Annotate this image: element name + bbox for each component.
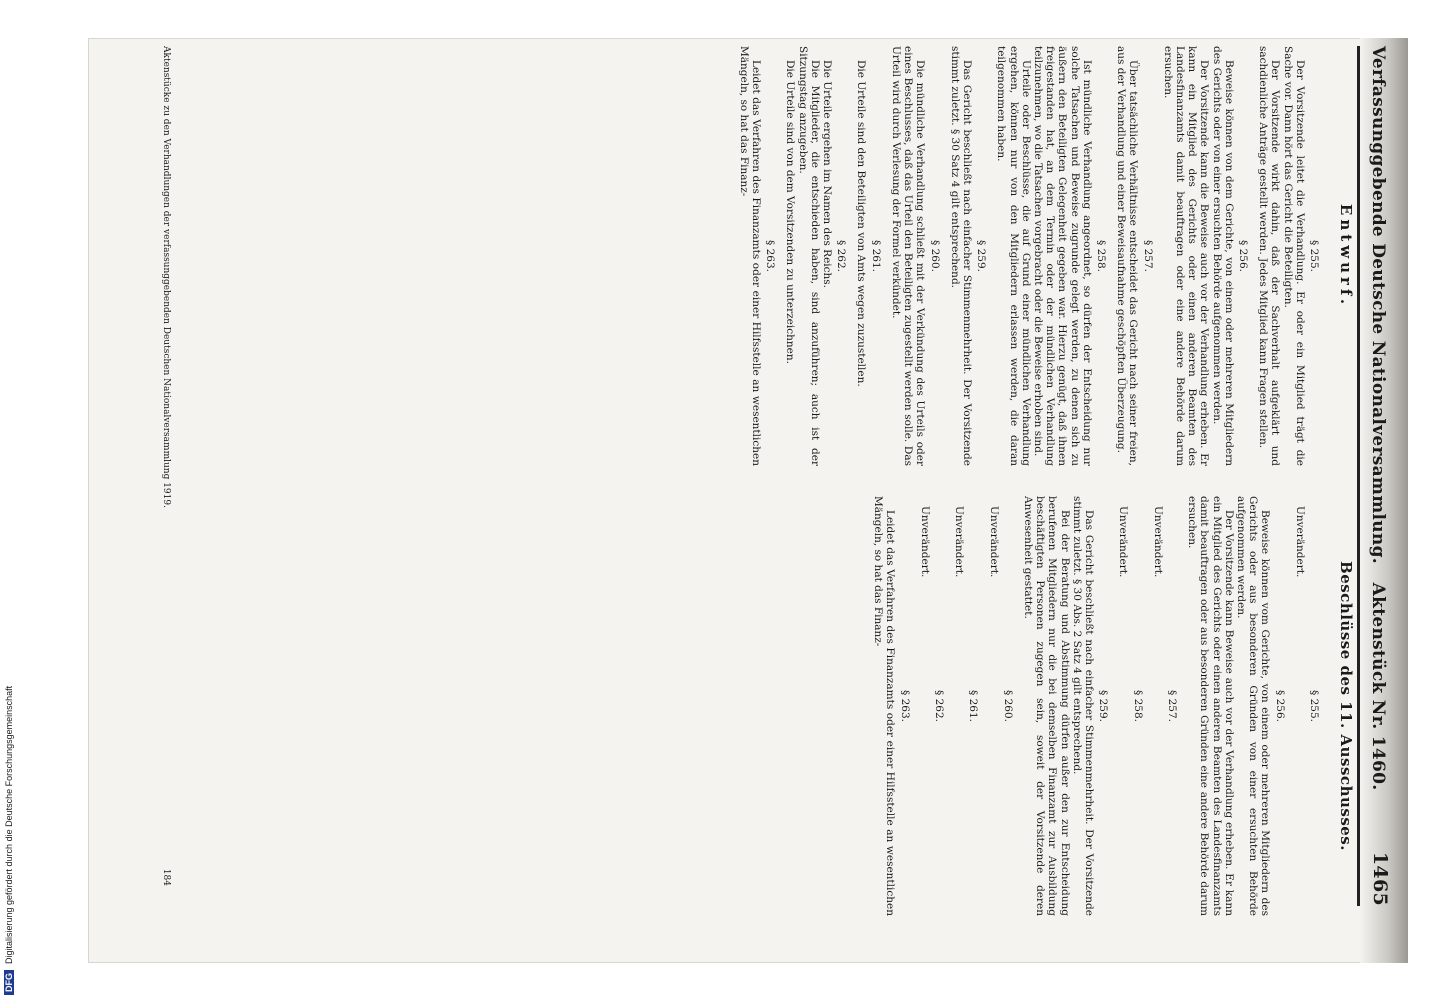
section-number: § 263. — [898, 690, 911, 722]
page-footer — [160, 46, 172, 906]
rotated-page-content — [88, 38, 1408, 958]
page-number: 1465 — [1369, 851, 1391, 906]
committee-section — [919, 496, 945, 916]
section-paragraph: Ist mündliche Verhandlung angeordnet, so dürfen der Entscheidung nur solche Tatsachen und Beweise zugrunde gelegt werden, zu denen sich zu äußern den Beteiligten Gelegenheit gegeben war. Hierzu genügt, daß ihnen freigestanden hat, an dem Termin oder der mündlichen Verhandlung teilzunehmen, wo die Tatsachen vorgebracht oder die Beweise erhoben sind. — [1031, 46, 1093, 466]
section-paragraph: Leidet das Verfahren des Finanzamts oder einer Hilfsstelle an wesentlichen Mängeln, so hat das Finanz- — [872, 496, 897, 916]
section-number: § 255. — [1308, 240, 1320, 272]
section-paragraph: Der Vorsitzende kann Beweise auch vor der Verhandlung erheben. Er kann ein Mitglied des Gerichts oder einen anderen Beamten des Landesfinanzamts damit beauftragen oder aus besonderen Gründen eine andere Behörde darum ersuchen. — [1186, 496, 1235, 916]
committee-section — [987, 496, 1013, 916]
draft-section — [890, 46, 941, 466]
digitization-text: Digitalisierung gefördert durch die Deutsche Forschungsgemeinschaft — [4, 685, 14, 964]
section-paragraph: Der Vorsitzende wirkt dahin, daß der Sachverhalt aufgeklärt und sachdienliche Anträge gestellt werden. Jedes Mitglied kann Fragen stellen. — [1257, 46, 1282, 466]
section-number: § 258. — [1131, 690, 1144, 722]
committee-section — [1186, 496, 1286, 916]
section-paragraph: Das Gericht beschließt nach einfacher Stimmenmehrheit. Der Vorsitzende stimmt zuletzt. § 30 Satz 4 gilt entsprechend. — [948, 46, 973, 466]
draft-column — [730, 46, 1355, 466]
section-paragraph: Das Gericht beschließt nach einfacher Stimmenmehrheit. Der Vorsitzende stimmt zuletzt. § 30 Abs. 2 Satz 4 gilt entsprechend. — [1070, 496, 1095, 916]
section-number: § 261. — [869, 240, 882, 272]
committee-section — [872, 496, 911, 916]
footer-text: Aktenstücke zu den Verhandlungen der verfassunggebenden Deutschen Nationalversammlung 1919. — [161, 46, 171, 508]
section-paragraph: Die Mitglieder, die entschieden haben, sind anzuführen; auch ist der Sitzungstag anzugeben. — [796, 46, 821, 466]
section-number: § 257. — [1141, 240, 1154, 272]
section-paragraph: Der Vorsitzende leitet die Verhandlung. Er oder ein Mitglied trägt die Sache vor. Dann hört das Gericht die Beteiligten. — [1281, 46, 1306, 466]
draft-heading: Entwurf. — [1337, 203, 1355, 309]
document-number: Aktenstück Nr. 1460. — [1368, 582, 1388, 791]
dfg-logo: DFG — [4, 970, 14, 995]
section-number: § 256. — [1273, 690, 1286, 722]
section-paragraph: Beweise können von dem Gerichte, von einem oder mehreren Mitgliedern des Gerichts oder von einer ersuchten Behörde aufgenommen werden. — [1210, 46, 1235, 466]
draft-section — [1162, 46, 1249, 466]
section-number: § 257. — [1165, 690, 1178, 722]
committee-column — [864, 496, 1355, 916]
section-unchanged-note: Unverändert. — [918, 506, 931, 578]
section-unchanged-note: Unverändert. — [1151, 506, 1164, 578]
draft-section — [855, 46, 881, 466]
section-number: § 260. — [928, 240, 941, 272]
section-paragraph: Die Urteile ergehen im Namen des Reichs. — [821, 60, 834, 289]
section-number: § 260. — [1001, 690, 1014, 722]
section-paragraph: Bei der Beratung und Abstimmung dürfen außer den zur Entscheidung berufenen Mitgliedern nur die bei demselben Finanzamt zur Ausbildung beschäftigten Personen zugegen sein, soweit der Vorsitzende deren Anwesenheit gestattet. — [1021, 496, 1071, 916]
section-unchanged-note: Unverändert. — [1117, 506, 1130, 578]
section-paragraph: Die mündliche Verhandlung schließt mit der Verkündung des Urteils oder eines Beschlusses, daß das Urteil den Beteiligten zugestellt werden solle. Das Urteil wird durch Verlesung der Formel verkündet. — [889, 46, 927, 466]
section-unchanged-note: Unverändert. — [1293, 506, 1306, 578]
section-number: § 256. — [1236, 240, 1249, 272]
draft-section — [1257, 46, 1320, 466]
section-number: § 262. — [932, 690, 945, 722]
section-number: § 261. — [967, 690, 980, 722]
section-number: § 259. — [975, 240, 988, 272]
section-paragraph: Die Urteile sind den Beteiligten von Amts wegen zuzustellen. — [855, 60, 868, 387]
committee-section — [1022, 496, 1109, 916]
committee-section — [1294, 496, 1320, 916]
section-paragraph: Über tatsächliche Verhältnisse entscheidet das Gericht nach seiner freien, aus der Verhandlung und einer Beweisaufnahme geschöpften Überzeugung. — [1115, 46, 1140, 466]
committee-section — [1152, 496, 1178, 916]
draft-section — [1115, 46, 1154, 466]
section-unchanged-note: Unverändert. — [953, 506, 966, 578]
committee-section — [1117, 496, 1143, 916]
header-title — [1368, 46, 1388, 791]
section-paragraph: Der Vorsitzende kann die Beweise auch vor der Verhandlung erheben. Er kann ein Mitglied des Gerichts oder einen anderen Beamten des Landesfinanzamts damit beauftragen oder eine andere Behörde darum ersuchen. — [1161, 46, 1211, 466]
draft-section — [738, 46, 777, 466]
section-paragraph: Beweise können vom Gerichte, von einem oder mehreren Mitgliedern des Gerichts oder aus besonderen Gründen von einer ersuchten Behörde aufgenommen werden. — [1234, 496, 1272, 916]
digitization-notice — [2, 600, 18, 995]
header-rule — [1357, 46, 1360, 906]
draft-section — [949, 46, 988, 466]
section-paragraph: Leidet das Verfahren des Finanzamts oder einer Hilfsstelle an wesentlichen Mängeln, so hat das Finanz- — [737, 46, 763, 466]
section-paragraph: Urteile oder Beschlüsse, die auf Grund einer mündlichen Verhandlung ergehen, können nur von den Mitgliedern erlassen werden, die daran teilgenommen haben. — [995, 46, 1032, 466]
section-number: § 263. — [764, 240, 777, 272]
section-number: § 262. — [835, 240, 848, 272]
section-number: § 259. — [1097, 690, 1110, 722]
section-number: § 255. — [1308, 690, 1320, 722]
section-unchanged-note: Unverändert. — [987, 506, 1000, 578]
committee-heading: Beschlüsse des 11. Ausschusses. — [1337, 561, 1355, 851]
page-header — [1360, 46, 1390, 906]
assembly-title: Verfassunggebende Deutsche Nationalversammlung. — [1368, 46, 1388, 564]
committee-section — [953, 496, 979, 916]
scanned-page — [88, 38, 1408, 963]
section-number: § 258. — [1094, 240, 1107, 272]
draft-section — [995, 46, 1107, 466]
footer-page-mark: 184 — [161, 868, 171, 886]
draft-section — [784, 46, 847, 466]
section-paragraph: Die Urteile sind von dem Vorsitzenden zu unterzeichnen. — [784, 60, 797, 364]
